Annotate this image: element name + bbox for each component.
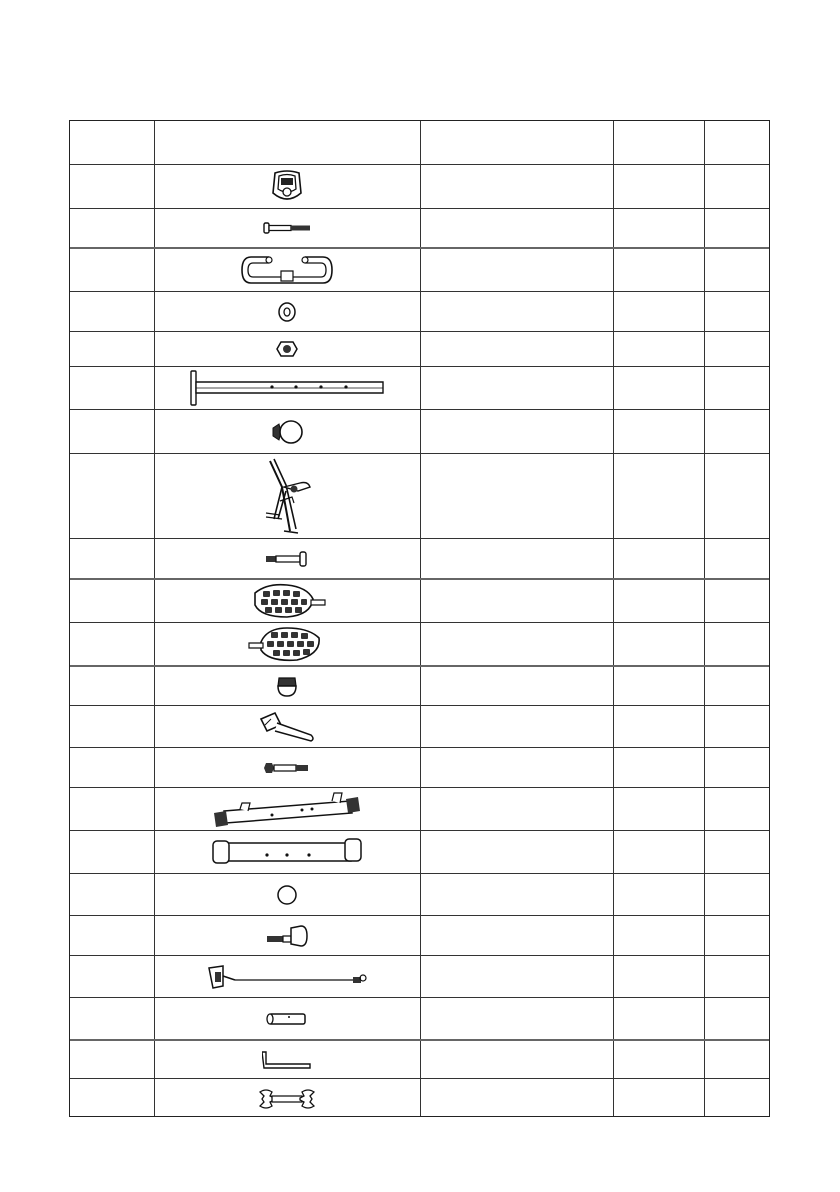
table-row xyxy=(70,622,769,665)
part-picture xyxy=(154,667,420,705)
part-description xyxy=(420,410,613,453)
part-no xyxy=(70,580,154,622)
part-description xyxy=(420,831,613,873)
part-spec xyxy=(613,1041,704,1078)
part-description xyxy=(420,667,613,705)
part-qty xyxy=(704,292,770,331)
bolt-icon xyxy=(264,760,310,776)
part-no xyxy=(70,165,154,208)
part-picture xyxy=(154,410,420,453)
rear-stabilizer-icon xyxy=(211,837,363,867)
part-description xyxy=(420,706,613,747)
part-no xyxy=(70,916,154,955)
part-picture xyxy=(154,209,420,247)
washer-icon xyxy=(276,301,298,323)
part-spec xyxy=(613,874,704,915)
part-spec xyxy=(613,209,704,247)
part-picture xyxy=(154,454,420,538)
part-qty xyxy=(704,706,770,747)
part-picture xyxy=(154,706,420,747)
part-picture xyxy=(154,292,420,331)
round-cap-icon xyxy=(276,884,298,906)
table-row xyxy=(70,830,769,873)
part-no xyxy=(70,706,154,747)
part-no xyxy=(70,667,154,705)
part-no xyxy=(70,209,154,247)
part-qty xyxy=(704,249,770,291)
part-spec xyxy=(613,998,704,1039)
part-picture xyxy=(154,788,420,830)
part-picture xyxy=(154,1079,420,1118)
header-quantity xyxy=(704,121,770,164)
part-picture xyxy=(154,956,420,997)
part-description xyxy=(420,874,613,915)
part-spec xyxy=(613,580,704,622)
part-picture xyxy=(154,580,420,622)
part-picture xyxy=(154,249,420,291)
part-spec xyxy=(613,667,704,705)
pedal-left-icon xyxy=(247,581,327,621)
sleeve-icon xyxy=(265,1011,309,1027)
part-no xyxy=(70,831,154,873)
part-spec xyxy=(613,956,704,997)
seat-post-icon xyxy=(189,369,385,407)
part-description xyxy=(420,748,613,787)
part-spec xyxy=(613,249,704,291)
part-picture xyxy=(154,623,420,665)
table-row xyxy=(70,665,769,705)
part-description xyxy=(420,249,613,291)
parts-list-table xyxy=(69,120,770,1117)
cap-nut-icon xyxy=(276,674,298,698)
table-row xyxy=(70,873,769,915)
part-spec xyxy=(613,1079,704,1118)
knob-icon xyxy=(270,418,304,446)
table-row xyxy=(70,705,769,747)
part-spec xyxy=(613,788,704,830)
part-qty xyxy=(704,580,770,622)
part-no xyxy=(70,748,154,787)
part-no xyxy=(70,410,154,453)
part-spec xyxy=(613,623,704,665)
table-row xyxy=(70,247,769,291)
header-part-no xyxy=(70,121,154,164)
part-description xyxy=(420,454,613,538)
part-description xyxy=(420,956,613,997)
part-no xyxy=(70,292,154,331)
table-row xyxy=(70,409,769,453)
part-qty xyxy=(704,209,770,247)
part-qty xyxy=(704,454,770,538)
part-no xyxy=(70,956,154,997)
part-description xyxy=(420,623,613,665)
part-no xyxy=(70,1079,154,1118)
main-frame-icon xyxy=(260,457,314,535)
part-description xyxy=(420,367,613,409)
nut-icon xyxy=(276,339,298,359)
part-qty xyxy=(704,916,770,955)
table-row xyxy=(70,331,769,366)
part-picture xyxy=(154,916,420,955)
table-row xyxy=(70,366,769,409)
part-qty xyxy=(704,367,770,409)
part-picture xyxy=(154,998,420,1039)
wrench-icon xyxy=(258,1088,316,1110)
part-qty xyxy=(704,748,770,787)
part-qty xyxy=(704,956,770,997)
part-description xyxy=(420,292,613,331)
table-row xyxy=(70,164,769,208)
part-picture xyxy=(154,332,420,366)
part-qty xyxy=(704,623,770,665)
part-description xyxy=(420,539,613,578)
part-spec xyxy=(613,367,704,409)
computer-console-icon xyxy=(267,167,307,207)
part-qty xyxy=(704,332,770,366)
part-spec xyxy=(613,410,704,453)
part-spec xyxy=(613,831,704,873)
part-qty xyxy=(704,788,770,830)
table-row xyxy=(70,787,769,830)
part-description xyxy=(420,916,613,955)
knob-bolt-icon xyxy=(257,709,317,745)
part-picture xyxy=(154,831,420,873)
part-description xyxy=(420,998,613,1039)
part-picture xyxy=(154,874,420,915)
part-qty xyxy=(704,667,770,705)
pedal-right-icon xyxy=(247,624,327,664)
part-no xyxy=(70,249,154,291)
part-description xyxy=(420,1079,613,1118)
part-no xyxy=(70,332,154,366)
part-spec xyxy=(613,748,704,787)
table-row xyxy=(70,453,769,538)
part-spec xyxy=(613,332,704,366)
bolt-icon xyxy=(265,924,309,948)
part-picture xyxy=(154,1041,420,1078)
table-row xyxy=(70,747,769,787)
table-row xyxy=(70,915,769,955)
part-qty xyxy=(704,1079,770,1118)
header-picture xyxy=(154,121,420,164)
part-qty xyxy=(704,874,770,915)
part-no xyxy=(70,788,154,830)
part-qty xyxy=(704,539,770,578)
table-row xyxy=(70,291,769,331)
part-qty xyxy=(704,998,770,1039)
table-row xyxy=(70,208,769,247)
part-spec xyxy=(613,916,704,955)
part-qty xyxy=(704,410,770,453)
part-description xyxy=(420,580,613,622)
table-row xyxy=(70,997,769,1039)
part-picture xyxy=(154,165,420,208)
header-description xyxy=(420,121,613,164)
part-no xyxy=(70,874,154,915)
part-spec xyxy=(613,706,704,747)
table-row xyxy=(70,578,769,622)
table-row xyxy=(70,1039,769,1078)
part-description xyxy=(420,788,613,830)
part-no xyxy=(70,539,154,578)
part-qty xyxy=(704,1041,770,1078)
part-no xyxy=(70,623,154,665)
allen-key-icon xyxy=(262,1050,312,1070)
bolt-icon xyxy=(262,221,312,235)
part-qty xyxy=(704,831,770,873)
part-spec xyxy=(613,539,704,578)
part-no xyxy=(70,998,154,1039)
part-picture xyxy=(154,367,420,409)
part-spec xyxy=(613,292,704,331)
part-no xyxy=(70,1041,154,1078)
part-description xyxy=(420,209,613,247)
tension-cable-icon xyxy=(207,962,367,992)
table-header-row xyxy=(70,121,769,164)
handlebar-icon xyxy=(239,251,335,289)
bolt-icon xyxy=(264,551,310,567)
part-description xyxy=(420,165,613,208)
part-no xyxy=(70,454,154,538)
part-picture xyxy=(154,748,420,787)
part-picture xyxy=(154,539,420,578)
table-row xyxy=(70,955,769,997)
part-spec xyxy=(613,454,704,538)
part-description xyxy=(420,332,613,366)
part-spec xyxy=(613,165,704,208)
part-qty xyxy=(704,165,770,208)
part-no xyxy=(70,367,154,409)
header-specification xyxy=(613,121,704,164)
part-description xyxy=(420,1041,613,1078)
table-row xyxy=(70,538,769,578)
table-row xyxy=(70,1078,769,1118)
front-stabilizer-icon xyxy=(212,789,362,829)
